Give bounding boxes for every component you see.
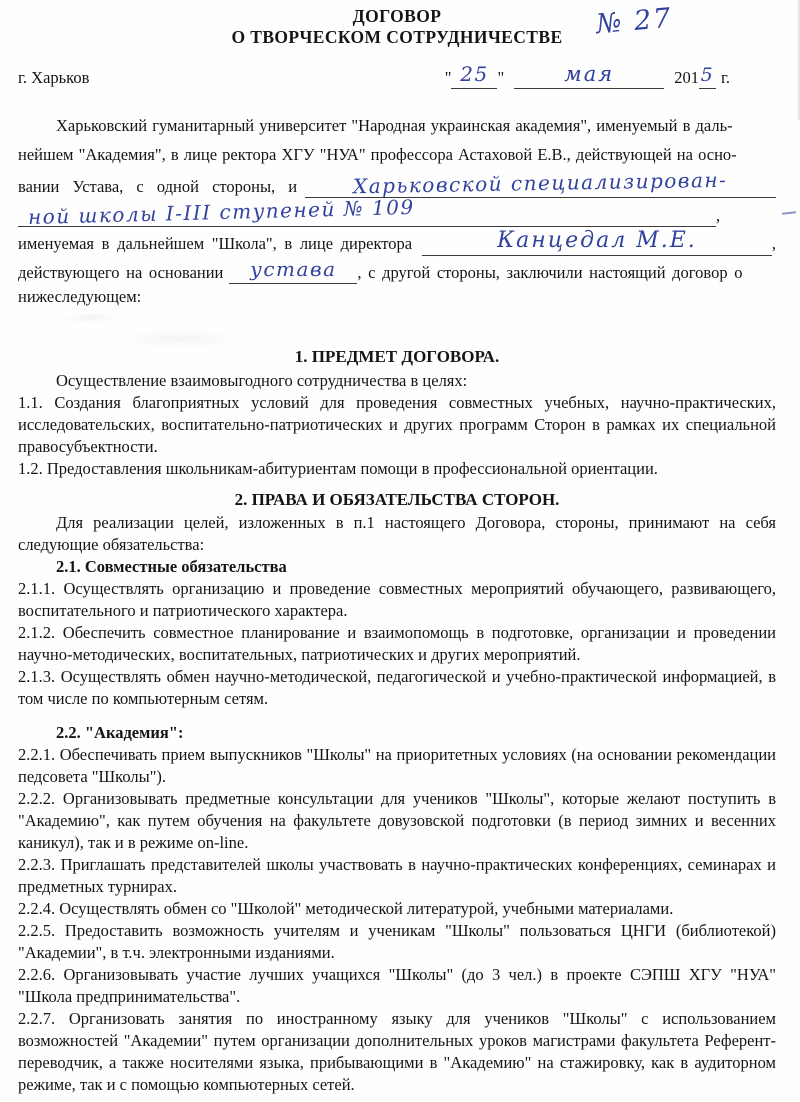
clause-2-1-3 bbox=[18, 666, 776, 710]
clause-text: Осуществлять организацию и проведение совместных мероприятий обучающего, развивающего, воспитательного и патриотического характера. bbox=[18, 578, 776, 620]
city-date-row bbox=[18, 64, 776, 92]
clause-number: 2.2.4. bbox=[18, 898, 56, 918]
school-name-blank-1 bbox=[305, 167, 776, 199]
clause-1-1 bbox=[18, 392, 776, 458]
clause-number: 1.2. bbox=[18, 458, 43, 478]
clause-text: Предоставить возможность учителям и ученикам "Школы" пользоваться ЦНГИ (библиотекой) "Академии", в т.ч. электронными изданиями. bbox=[18, 920, 776, 962]
preamble-line6-printed-before: действующего на основании bbox=[18, 262, 224, 282]
date-day-handwritten: 25 bbox=[460, 62, 489, 86]
preamble-line7: нижеследующем: bbox=[18, 287, 142, 306]
clause-2-1-2 bbox=[18, 622, 776, 666]
date-day-blank bbox=[451, 64, 497, 89]
scan-smudge bbox=[60, 312, 120, 324]
city-label: г. Харьков bbox=[18, 68, 90, 87]
clause-number: 2.2.5. bbox=[18, 920, 56, 940]
school-name-handwritten-2: ной школы I-III ступеней № 109 bbox=[27, 194, 415, 229]
comma: , bbox=[716, 205, 721, 225]
subsection-2-2-heading: 2.2. "Академия": bbox=[56, 722, 184, 742]
clause-text: Осуществлять обмен со "Школой" методической литературой, учебными материалами. bbox=[59, 898, 674, 918]
clause-text: Создания благоприятных условий для проведения совместных учебных, научно-практических, исследовательских, воспитательно-патриотических и других программ Сторон в рамках их специальной правосубъектности. bbox=[18, 392, 776, 456]
document-title-line2: О ТВОРЧЕСКОМ СОТРУДНИЧЕСТВЕ bbox=[231, 27, 563, 47]
year-suffix: г. bbox=[720, 68, 730, 87]
clause-number: 2.2.7. bbox=[18, 1008, 56, 1028]
date-line bbox=[445, 64, 730, 89]
document-title-line1: ДОГОВОР bbox=[352, 6, 442, 26]
open-quote: " bbox=[444, 68, 452, 87]
preamble-line1: Харьковский гуманитарный университет "Народная украинская академия", именуемый в даль- bbox=[56, 116, 733, 135]
section2-heading: 2. ПРАВА И ОБЯЗАТЕЛЬСТВА СТОРОН. bbox=[234, 489, 560, 509]
basis-blank bbox=[229, 256, 357, 284]
clause-text: Обеспечивать прием выпускников "Школы" на приоритетных условиях (на основании рекомендации педсовета "Школы"). bbox=[18, 744, 777, 786]
close-quote: " bbox=[497, 68, 505, 87]
clause-1-2 bbox=[18, 458, 776, 480]
scan-smudge bbox=[120, 330, 240, 348]
preamble-line6 bbox=[18, 256, 776, 288]
date-month-blank bbox=[514, 64, 664, 89]
year-digit-blank bbox=[699, 66, 716, 89]
subsection-2-1-heading: 2.1. Совместные обязательства bbox=[56, 556, 287, 576]
director-name-handwritten: Канцедал М.Е. bbox=[497, 228, 697, 253]
preamble-line3-printed: вании Устава, с одной стороны, и bbox=[18, 177, 298, 196]
section1-intro: Осуществление взаимовыгодного сотрудничества в целях: bbox=[56, 370, 468, 390]
preamble-line2: нейшем "Академия", в лице ректора ХГУ "НУА" профессора Астаховой Е.В., действующей на осно- bbox=[18, 144, 737, 164]
school-name-handwritten-1: Харьковской специализирован- bbox=[353, 167, 728, 199]
clause-2-2-6 bbox=[18, 964, 776, 1008]
clause-number: 2.2.1. bbox=[18, 744, 56, 764]
clause-number: 2.1.2. bbox=[18, 622, 56, 642]
contract-number-handwritten: № 27 bbox=[594, 2, 674, 41]
clause-text: Организовывать предметные консультации для учеников "Школы", которые желают поступить в "Академию", как путем обучения на факультете довузовской подготовки (в период зимних и весенних каникул), так и в режиме on-line. bbox=[18, 788, 777, 852]
ink-stroke-artifact bbox=[782, 211, 796, 214]
clause-2-2-7 bbox=[18, 1008, 776, 1096]
comma: , bbox=[771, 234, 776, 253]
clause-number: 1.1. bbox=[18, 392, 43, 412]
preamble bbox=[18, 116, 776, 316]
clause-number: 2.1.3. bbox=[18, 666, 56, 686]
clause-2-2-1 bbox=[18, 744, 776, 788]
basis-handwritten: устава bbox=[250, 256, 337, 281]
clause-text: Предоставления школьникам-абитуриентам помощи в профессиональной ориентации. bbox=[46, 458, 658, 478]
clause-number: 2.2.2. bbox=[18, 788, 56, 808]
year-digit-handwritten: 5 bbox=[700, 64, 715, 86]
section1-heading: 1. ПРЕДМЕТ ДОГОВОРА. bbox=[294, 346, 500, 366]
clause-2-2-4 bbox=[18, 898, 776, 920]
clause-text: Организовать занятия по иностранному языку для учеников "Школы" с использованием возможностей "Академии" путем организации дополнительных уроков магистрами факультета Референт-переводчик, а также носителями языка, прибывающими в "Академию" на стажировку, как в аудиторном режиме, так и с помощью компьютерных сетей. bbox=[18, 1008, 776, 1094]
clause-text: Приглашать представителей школы участвовать в научно-практических конференциях, семинарах и предметных турнирах. bbox=[18, 854, 776, 896]
year-printed: 201 bbox=[674, 68, 699, 87]
clause-text: Организовывать участие лучших учащихся "Школы" (до 3 чел.) в проекте СЭПШ ХГУ "НУА" "Школа предпринимательства". bbox=[18, 964, 776, 1006]
preamble-line4 bbox=[18, 194, 776, 231]
clause-number: 2.1.1. bbox=[18, 578, 56, 598]
school-name-blank-2 bbox=[18, 194, 716, 229]
clause-number: 2.2.3. bbox=[18, 854, 56, 874]
clause-2-1-1 bbox=[18, 578, 776, 622]
director-name-blank bbox=[422, 230, 772, 256]
clause-number: 2.2.6. bbox=[18, 964, 56, 984]
section2-intro: Для реализации целей, изложенных в п.1 настоящего Договора, стороны, принимают на себя следующие обязательства: bbox=[18, 512, 776, 554]
clause-text: Обеспечить совместное планирование и взаимопомощь в подготовке, организации и проведении научно-методических, воспитательных, патриотических и других мероприятий. bbox=[18, 622, 777, 664]
clause-2-2-5 bbox=[18, 920, 776, 964]
preamble-line6-printed-after: , с другой стороны, заключили настоящий договор о bbox=[357, 262, 743, 282]
clause-2-2-3 bbox=[18, 854, 776, 898]
preamble-line5-printed: именуемая в дальнейшем "Школа", в лице директора bbox=[18, 234, 413, 253]
clause-text: Осуществлять обмен научно-методической, педагогической и учебно-практической информацией, в том числе по компьютерным сетям. bbox=[18, 666, 776, 708]
clause-2-2-2 bbox=[18, 788, 776, 854]
date-month-handwritten: мая bbox=[564, 62, 615, 86]
preamble-line5 bbox=[18, 230, 776, 259]
